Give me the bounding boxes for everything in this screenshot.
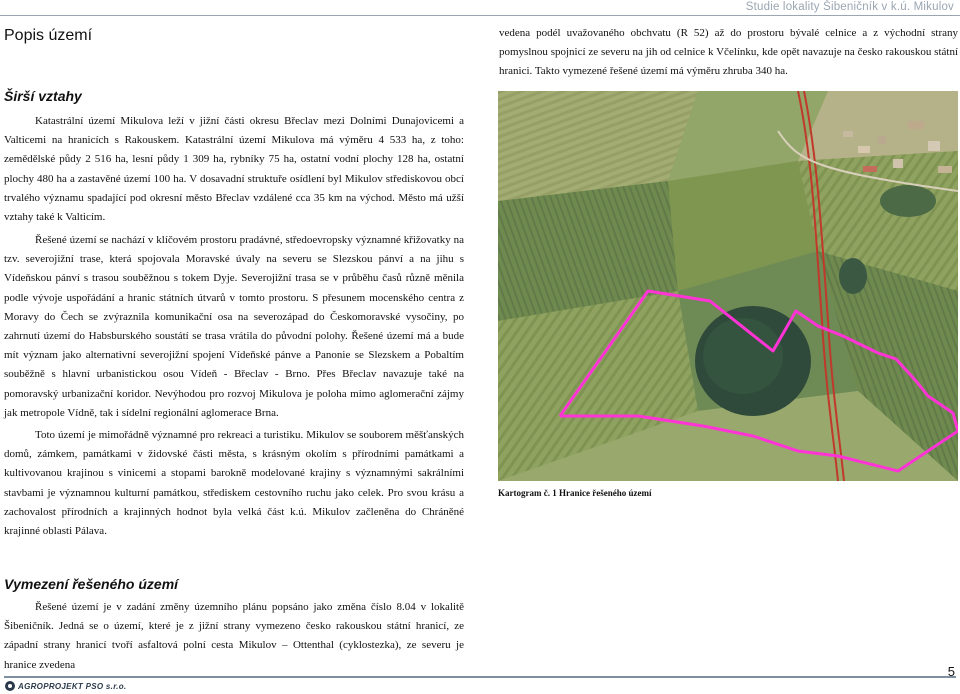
paragraph-vymezeni: Řešené území je v zadání změny územního plánu popsáno jako změna číslo 8.04 v lokalitě Šibeničník. Jedná se o území, které je z jižní strany vymezeno česko rakouskou státní hranicí, ze západní strany hranicí tvoří asfaltová polní cesta Mikulov – Ottenthal (cyklostezka), ze severu je hranice zvedena — [4, 601, 464, 671]
paragraph-tourism: Toto území je mimořádně významné pro rekreaci a turistiku. Mikulov se souborem měšťanských domů, zámkem, památkami v židovské části města, s krásným okolím s přírodními památkami a kultivovanou krajinou s vinicemi a stopami barokně modelované krajiny s významnými sakrálními stavbami je významnou kulturní památkou, střediskem cestovního ruchu jako celek. Pro svou krásu a zachovalost přírodních a krajinných hodnot byla velká část k.ú. Mikulov začleněna do Chráněné krajinné oblasti Pálava. — [4, 429, 464, 538]
header-divider — [0, 15, 960, 16]
lake — [703, 318, 783, 394]
page-number: 5 — [947, 664, 955, 679]
footer-divider — [4, 676, 956, 678]
company-name: AGROPROJEKT PSO s.r.o. — [18, 681, 127, 691]
section-title: Popis území — [4, 27, 93, 44]
document-title: Studie lokality Šibeničník v k.ú. Mikulov — [745, 1, 954, 13]
pond — [839, 258, 867, 294]
subheading-sirsi-vztahy: Širší vztahy — [4, 88, 82, 104]
map-svg — [498, 91, 958, 481]
company-logo — [5, 680, 126, 692]
orthophoto-map — [498, 91, 958, 481]
map-caption: Kartogram č. 1 Hranice řešeného území — [498, 488, 652, 498]
paragraph-boundary-continuation: vedena podél uvažovaného obchvatu (R 52) až do prostoru bývalé celnice a z východní strany pomyslnou spojnicí ze severu na jih od celnice k Včelínku, kde opět navazuje na česko rakouskou státní hranici. Takto vymezené řešené území má výměru zhruba 340 ha. — [499, 27, 958, 78]
woodland — [880, 185, 936, 217]
paragraph-cadastral: Katastrální území Mikulova leží v jižní části okresu Břeclav mezi Dolními Dunajovicemi a Valticemi na hranicích s Rakouskem. Katastrální území Mikulova má výměru 4 533 ha, z toho: zemědělské půdy 2 516 ha, lesní půdy 1 309 ha, rybníky 75 ha, ostatní vodní plochy 128 ha, ostatní plochy 480 ha a zastavěné území 100 ha. V dosavadní struktuře osídlení byl Mikulov střediskovou obcí trvalého významu spadající pod okresní město Břeclav vzdálené cca 35 km na východ. Město má užší vztahy také k Valticím. — [4, 115, 464, 224]
subheading-vymezeni: Vymezení řešeného území — [4, 576, 179, 592]
paragraph-location: Řešené území se nachází v klíčovém prostoru pradávné, středoevropsky významné křižovatky na tzv. severojižní trase, která spojovala Moravské úvaly na severu se Slezskou pánví a na jihu s Vídeňskou pánví s trasou souběžnou s tokem Dyje. Severojižní trasa se v průběhu časů různě měnila podle vývoje uspořádání a hranic státních útvarů v tomto prostoru. S přesunem mocenského centra z Moravy do Čech se zvýraznila komunikační osa na severozápad do Českomoravské vysočiny, po zahrnutí území do Habsburského soustátí se trasa vrátila do původní polohy. Řešené území má a bude mít význam jako alternativní severojižní spojení Vídeňské pánve a Panonie se Slezskem a Pobaltím souběžně s hlavní urbanistickou osou Vídeň - Břeclav - Brno. Přes Břeclav navazuje také na pomoravský urbanizační koridor. Nevýhodou pro rozvoj Mikulova je poloha mimo aglomerační zájmy jak metropole Vídně, tak i sídelní regionální aglomerace Brna. — [4, 234, 464, 419]
agroprojekt-logo-icon — [5, 681, 15, 691]
